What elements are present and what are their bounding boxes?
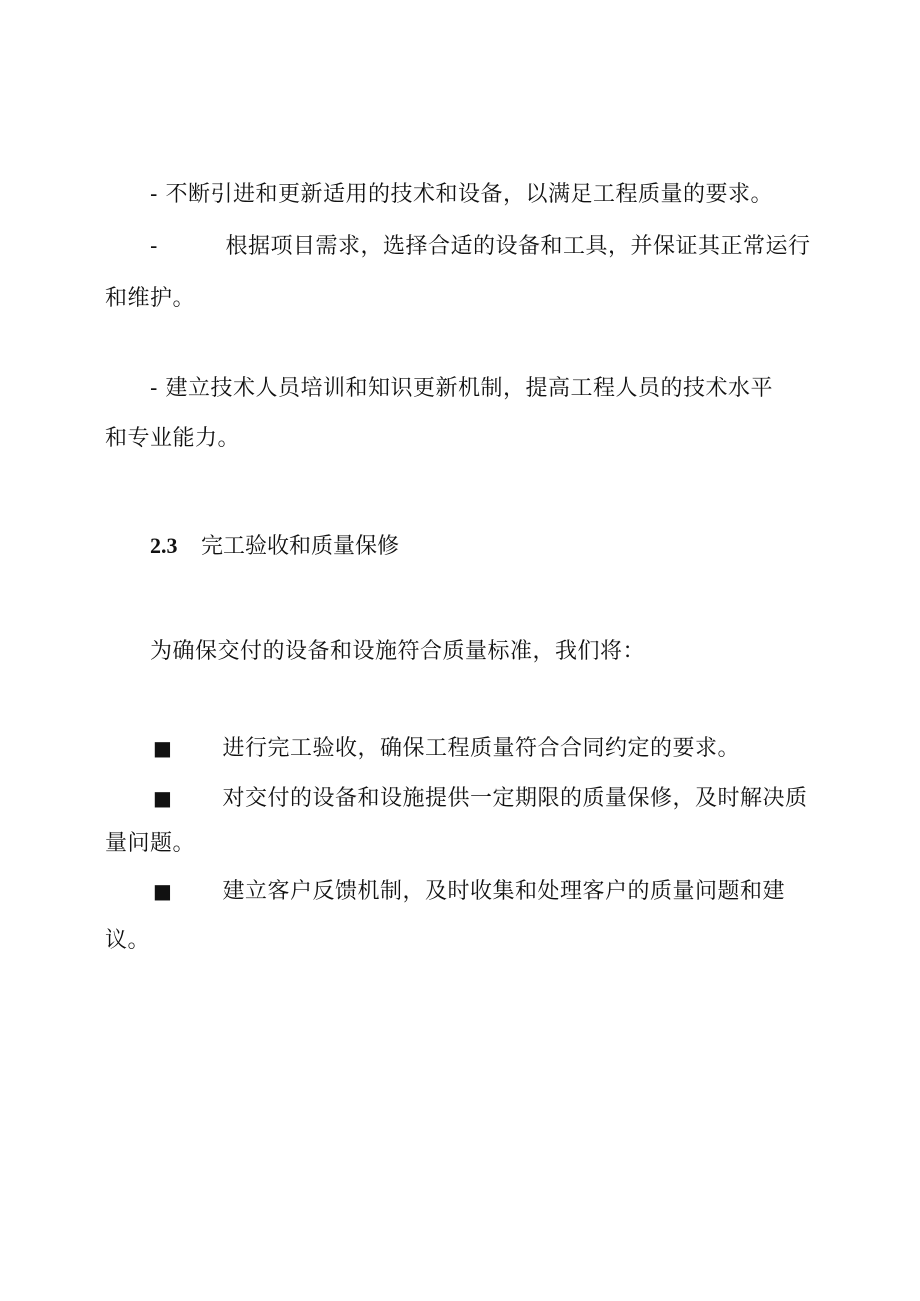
- bullet-square-icon: ■: [153, 879, 173, 903]
- list-marker: -: [150, 182, 158, 207]
- list-item: [153, 876, 785, 907]
- list-item: [150, 374, 773, 404]
- list-item-text: 根据项目需求，选择合适的设备和工具，并保证其正常运行: [225, 234, 811, 259]
- list-item: [150, 180, 773, 210]
- section-heading: [150, 531, 399, 562]
- list-item-text: 建立技术人员培训和知识更新机制，提高工程人员的技术水平: [165, 376, 773, 401]
- list-item-continuation: 和专业能力。: [105, 426, 241, 451]
- list-item: [150, 232, 811, 262]
- section-number: 2.3: [150, 533, 178, 558]
- intro-paragraph: 为确保交付的设备和设施符合质量标准，我们将：: [150, 639, 646, 664]
- list-item-continuation: 和维护。: [105, 286, 196, 311]
- list-item-text: 对交付的设备和设施提供一定期限的质量保修，及时解决质: [222, 786, 808, 811]
- list-item: [153, 733, 740, 764]
- bullet-square-icon: ■: [153, 786, 173, 810]
- list-marker: -: [150, 376, 158, 401]
- section-title: 完工验收和质量保修: [201, 534, 400, 559]
- list-item: [153, 783, 808, 814]
- list-item-continuation: 议。: [105, 928, 151, 953]
- list-item-continuation: 量问题。: [105, 831, 196, 856]
- list-marker: -: [150, 234, 158, 259]
- list-item-text: 建立客户反馈机制，及时收集和处理客户的质量问题和建: [222, 879, 786, 904]
- bullet-square-icon: ■: [153, 736, 173, 760]
- list-item-text: 进行完工验收，确保工程质量符合合同约定的要求。: [222, 736, 741, 761]
- list-item-text: 不断引进和更新适用的技术和设备，以满足工程质量的要求。: [165, 182, 773, 207]
